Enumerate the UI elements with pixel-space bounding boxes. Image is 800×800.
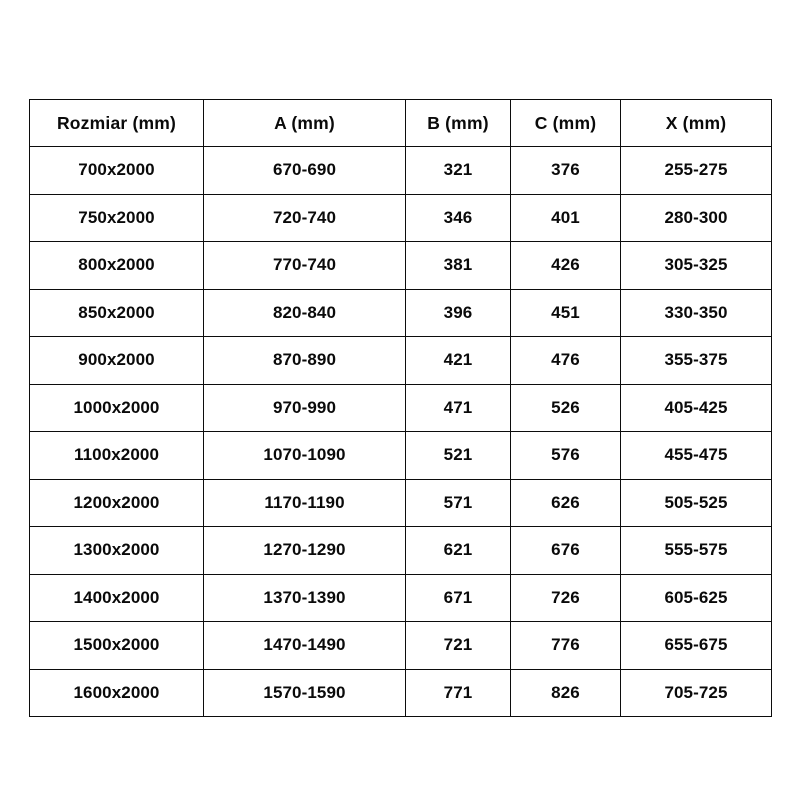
cell-b: 421: [406, 337, 511, 385]
cell-x: 455-475: [621, 432, 772, 480]
table-header: [30, 100, 772, 147]
table-row: [30, 622, 772, 670]
table-row: [30, 574, 772, 622]
cell-c: 726: [511, 574, 621, 622]
cell-rozmiar: 1100x2000: [30, 432, 204, 480]
cell-c: 676: [511, 527, 621, 575]
cell-x: 655-675: [621, 622, 772, 670]
cell-x: 355-375: [621, 337, 772, 385]
cell-rozmiar: 1200x2000: [30, 479, 204, 527]
cell-rozmiar: 750x2000: [30, 194, 204, 242]
cell-b: 721: [406, 622, 511, 670]
cell-x: 605-625: [621, 574, 772, 622]
cell-rozmiar: 1600x2000: [30, 669, 204, 717]
cell-b: 381: [406, 242, 511, 290]
cell-rozmiar: 850x2000: [30, 289, 204, 337]
cell-rozmiar: 700x2000: [30, 147, 204, 195]
table-row: [30, 669, 772, 717]
cell-a: 1170-1190: [204, 479, 406, 527]
cell-c: 401: [511, 194, 621, 242]
table-header-row: [30, 100, 772, 147]
column-header-rozmiar: Rozmiar (mm): [30, 100, 204, 147]
cell-a: 720-740: [204, 194, 406, 242]
cell-b: 471: [406, 384, 511, 432]
cell-x: 255-275: [621, 147, 772, 195]
table-row: [30, 432, 772, 480]
cell-b: 346: [406, 194, 511, 242]
cell-rozmiar: 800x2000: [30, 242, 204, 290]
cell-a: 870-890: [204, 337, 406, 385]
table-row: [30, 242, 772, 290]
table-row: [30, 337, 772, 385]
table-row: [30, 147, 772, 195]
table-row: [30, 194, 772, 242]
cell-c: 476: [511, 337, 621, 385]
cell-c: 526: [511, 384, 621, 432]
table-row: [30, 527, 772, 575]
table-row: [30, 289, 772, 337]
column-header-c: C (mm): [511, 100, 621, 147]
cell-a: 770-740: [204, 242, 406, 290]
cell-c: 376: [511, 147, 621, 195]
cell-a: 970-990: [204, 384, 406, 432]
cell-x: 280-300: [621, 194, 772, 242]
cell-b: 671: [406, 574, 511, 622]
cell-x: 555-575: [621, 527, 772, 575]
cell-x: 330-350: [621, 289, 772, 337]
cell-rozmiar: 900x2000: [30, 337, 204, 385]
cell-rozmiar: 1000x2000: [30, 384, 204, 432]
cell-b: 771: [406, 669, 511, 717]
size-table-container: [29, 99, 771, 717]
cell-b: 396: [406, 289, 511, 337]
cell-x: 705-725: [621, 669, 772, 717]
size-table: [29, 99, 772, 717]
column-header-x: X (mm): [621, 100, 772, 147]
cell-a: 1070-1090: [204, 432, 406, 480]
cell-c: 626: [511, 479, 621, 527]
cell-c: 776: [511, 622, 621, 670]
cell-b: 621: [406, 527, 511, 575]
cell-a: 1270-1290: [204, 527, 406, 575]
column-header-a: A (mm): [204, 100, 406, 147]
cell-rozmiar: 1500x2000: [30, 622, 204, 670]
cell-a: 1370-1390: [204, 574, 406, 622]
cell-c: 426: [511, 242, 621, 290]
cell-a: 1470-1490: [204, 622, 406, 670]
cell-rozmiar: 1300x2000: [30, 527, 204, 575]
table-row: [30, 384, 772, 432]
cell-b: 321: [406, 147, 511, 195]
table-row: [30, 479, 772, 527]
cell-c: 826: [511, 669, 621, 717]
cell-x: 405-425: [621, 384, 772, 432]
cell-x: 305-325: [621, 242, 772, 290]
column-header-b: B (mm): [406, 100, 511, 147]
cell-a: 820-840: [204, 289, 406, 337]
cell-b: 521: [406, 432, 511, 480]
cell-rozmiar: 1400x2000: [30, 574, 204, 622]
cell-a: 670-690: [204, 147, 406, 195]
cell-x: 505-525: [621, 479, 772, 527]
cell-b: 571: [406, 479, 511, 527]
cell-a: 1570-1590: [204, 669, 406, 717]
table-body: [30, 147, 772, 717]
cell-c: 576: [511, 432, 621, 480]
cell-c: 451: [511, 289, 621, 337]
